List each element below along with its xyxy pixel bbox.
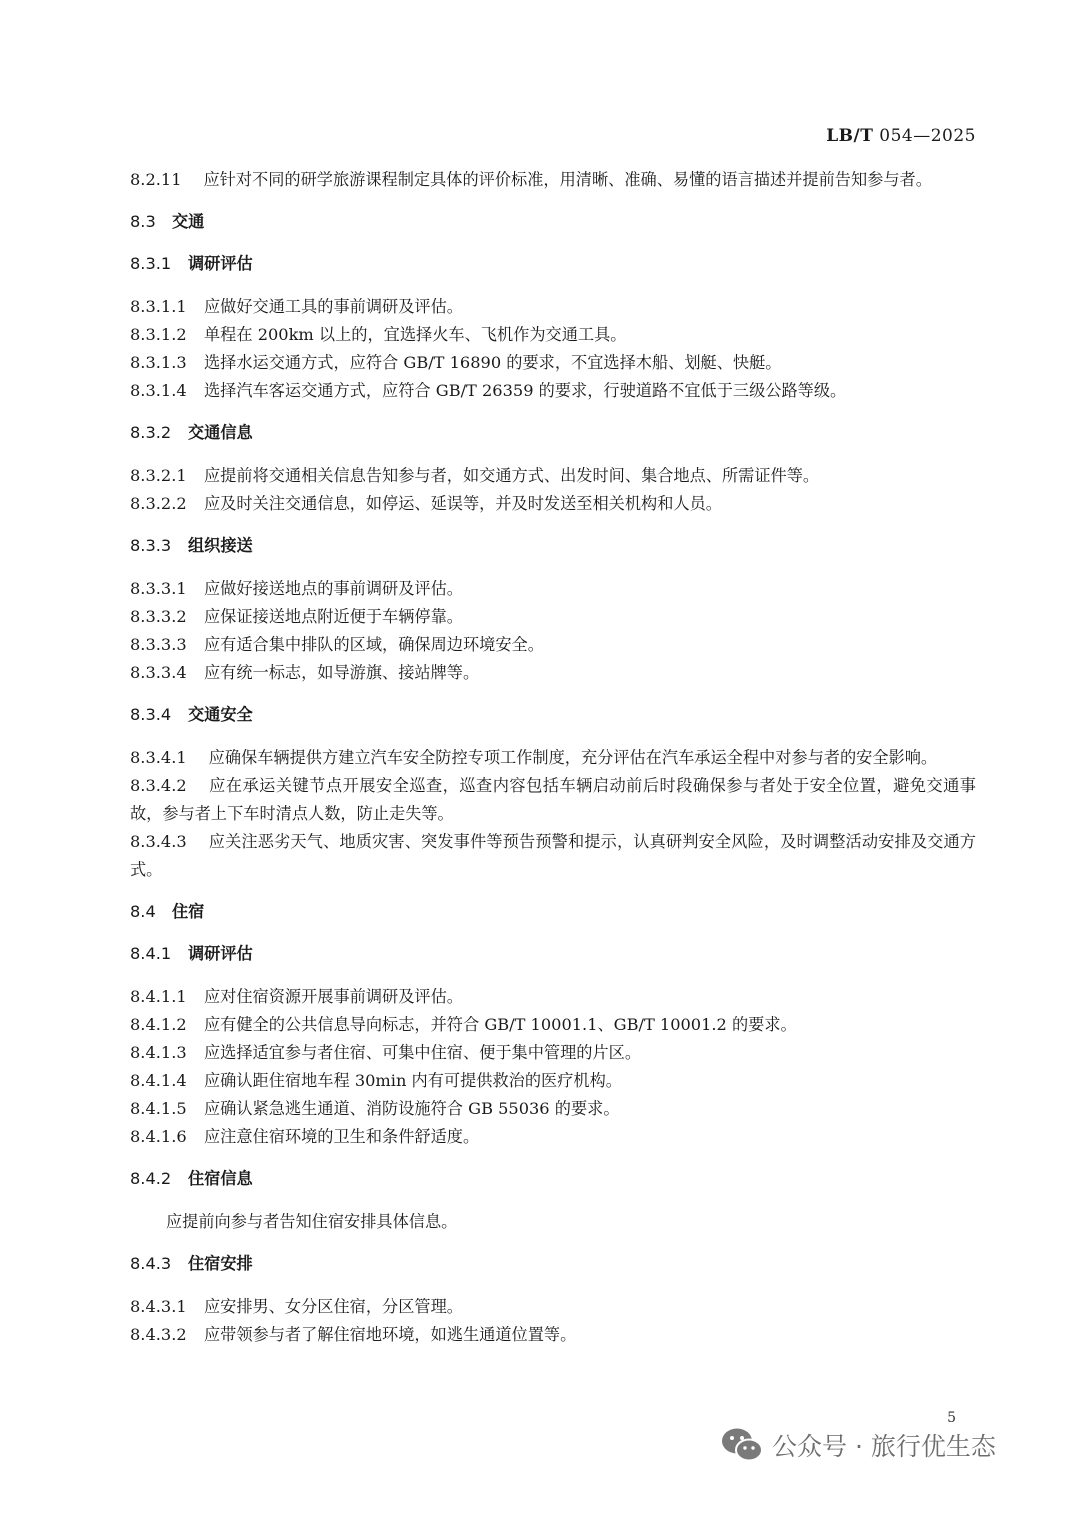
clause-number: 8.3.1.2 — [130, 325, 187, 344]
clause-text: 应选择适宜参与者住宿、可集中住宿、便于集中管理的片区。 — [204, 1043, 642, 1062]
clause-number: 8.3.3.2 — [130, 607, 187, 626]
clause-number: 8.4.1.4 — [130, 1071, 187, 1090]
subsection-heading — [130, 532, 976, 560]
spacer — [130, 1193, 976, 1208]
clause — [130, 490, 976, 518]
clause-number: 8.3.2.2 — [130, 494, 187, 513]
clause-text: 应提前将交通相关信息告知参与者，如交通方式、出发时间、集合地点、所需证件等。 — [204, 466, 820, 485]
clause-text: 应确认距住宿地车程 30min 内有可提供救治的医疗机构。 — [204, 1071, 622, 1090]
clause-number: 8.3.3.1 — [130, 579, 187, 598]
spacer — [130, 194, 976, 208]
clause — [130, 462, 976, 490]
watermark-text: 公众号 · 旅行优生态 — [772, 1432, 996, 1461]
clause-text: 应及时关注交通信息，如停运、延误等，并及时发送至相关机构和人员。 — [204, 494, 722, 513]
clause — [130, 1321, 976, 1349]
clause — [130, 1067, 976, 1095]
clause — [130, 828, 976, 884]
clause-number: 8.4.1.3 — [130, 1043, 187, 1062]
clause-number: 8.4.3 — [130, 1254, 172, 1273]
clause-number: 8.3.3.4 — [130, 663, 187, 682]
watermark — [720, 1425, 996, 1465]
clause-number: 8.3.3 — [130, 536, 172, 555]
clause — [130, 321, 976, 349]
clause-text: 应做好交通工具的事前调研及评估。 — [204, 297, 463, 316]
clause — [130, 377, 976, 405]
clause-text: 应对住宿资源开展事前调研及评估。 — [204, 987, 463, 1006]
subsection-heading — [130, 1165, 976, 1193]
clause — [130, 166, 976, 194]
clause-number: 8.3.2 — [130, 423, 172, 442]
clause — [130, 603, 976, 631]
clause-number: 8.4.1.5 — [130, 1099, 187, 1118]
clause-number: 8.3.1.1 — [130, 297, 187, 316]
spacer — [130, 405, 976, 419]
clause-text: 应有统一标志，如导游旗、接站牌等。 — [204, 663, 480, 682]
clause-text: 应关注恶劣天气、地质灾害、突发事件等预告预警和提示，认真研判安全风险，及时调整活动安排及交通方式。 — [130, 832, 976, 879]
clause-text: 应有健全的公共信息导向标志，并符合 GB/T 10001.1、GB/T 10001.2 的要求。 — [204, 1015, 797, 1034]
clause — [130, 1123, 976, 1151]
spacer — [130, 560, 976, 575]
subsection-heading — [130, 250, 976, 278]
clause — [130, 1039, 976, 1067]
clause-number: 8.2.11 — [130, 170, 182, 189]
clause-number: 8.3 — [130, 212, 156, 231]
clause-text: 交通安全 — [188, 705, 253, 724]
clause-text: 应确认紧急逃生通道、消防设施符合 GB 55036 的要求。 — [204, 1099, 620, 1118]
clause-number: 8.4.1 — [130, 944, 172, 963]
clause-text: 住宿 — [172, 902, 205, 921]
clause-text: 交通信息 — [188, 423, 253, 442]
clause-text: 住宿信息 — [188, 1169, 253, 1188]
clause — [130, 1011, 976, 1039]
clause — [130, 1293, 976, 1321]
clause-number: 8.3.2.1 — [130, 466, 187, 485]
clause-number: 8.3.4.2 — [130, 776, 187, 795]
spacer — [130, 884, 976, 898]
wechat-icon — [720, 1425, 764, 1465]
spacer — [130, 1236, 976, 1250]
clause-number: 8.3.4 — [130, 705, 172, 724]
clause-text: 应确保车辆提供方建立汽车安全防控专项工作制度，充分评估在汽车承运全程中对参与者的安全影响。 — [208, 748, 938, 767]
clause-text: 选择汽车客运交通方式，应符合 GB/T 26359 的要求，行驶道路不宜低于三级公路等级。 — [204, 381, 847, 400]
clause-number: 8.4 — [130, 902, 156, 921]
section-heading — [130, 208, 976, 236]
clause-number: 8.3.3.3 — [130, 635, 187, 654]
section-heading — [130, 898, 976, 926]
spacer — [130, 968, 976, 983]
clause-number: 8.3.1 — [130, 254, 172, 273]
spacer — [130, 1151, 976, 1165]
spacer — [130, 278, 976, 293]
standard-code — [826, 126, 976, 146]
clause-text: 应在承运关键节点开展安全巡查，巡查内容包括车辆启动前后时段确保参与者处于安全位置，避免交通事故，参与者上下车时清点人数，防止走失等。 — [130, 776, 976, 823]
spacer — [130, 518, 976, 532]
spacer — [130, 447, 976, 462]
clause-number: 8.4.2 — [130, 1169, 172, 1188]
clause — [130, 983, 976, 1011]
page-number: 5 — [947, 1410, 956, 1426]
clause — [130, 631, 976, 659]
spacer — [130, 236, 976, 250]
clause-number: 8.4.1.6 — [130, 1127, 187, 1146]
clause-text: 调研评估 — [188, 254, 253, 273]
clause-text: 选择水运交通方式，应符合 GB/T 16890 的要求，不宜选择木船、划艇、快艇。 — [204, 353, 782, 372]
document-body — [130, 166, 976, 1349]
clause-number: 8.4.3.2 — [130, 1325, 187, 1344]
spacer — [130, 687, 976, 701]
subsection-heading — [130, 701, 976, 729]
clause-text: 应做好接送地点的事前调研及评估。 — [204, 579, 463, 598]
clause-text: 应提前向参与者告知住宿安排具体信息。 — [166, 1212, 458, 1231]
paragraph — [130, 1208, 976, 1236]
clause — [130, 772, 976, 828]
clause — [130, 293, 976, 321]
clause-text: 调研评估 — [188, 944, 253, 963]
clause-text: 应安排男、女分区住宿，分区管理。 — [204, 1297, 463, 1316]
standard-code-prefix: LB/T — [826, 126, 874, 146]
clause-number: 8.4.1.2 — [130, 1015, 187, 1034]
clause-number: 8.4.3.1 — [130, 1297, 187, 1316]
spacer — [130, 926, 976, 940]
clause-text: 应注意住宿环境的卫生和条件舒适度。 — [204, 1127, 480, 1146]
clause — [130, 659, 976, 687]
standard-code-suffix: 054—2025 — [879, 126, 976, 146]
spacer — [130, 729, 976, 744]
clause — [130, 1095, 976, 1123]
clause-text: 组织接送 — [188, 536, 253, 555]
subsection-heading — [130, 419, 976, 447]
clause — [130, 575, 976, 603]
clause-number: 8.3.4.1 — [130, 748, 187, 767]
clause-number: 8.3.1.4 — [130, 381, 187, 400]
spacer — [130, 1278, 976, 1293]
clause-number: 8.4.1.1 — [130, 987, 187, 1006]
clause — [130, 744, 976, 772]
subsection-heading — [130, 1250, 976, 1278]
clause-text: 应有适合集中排队的区域，确保周边环境安全。 — [204, 635, 544, 654]
clause-text: 应针对不同的研学旅游课程制定具体的评价标准，用清晰、准确、易懂的语言描述并提前告知参与者。 — [203, 170, 932, 189]
clause-text: 住宿安排 — [188, 1254, 253, 1273]
subsection-heading — [130, 940, 976, 968]
clause-number: 8.3.4.3 — [130, 832, 187, 851]
clause-text: 应带领参与者了解住宿地环境，如逃生通道位置等。 — [204, 1325, 577, 1344]
clause — [130, 349, 976, 377]
clause-text: 交通 — [172, 212, 205, 231]
clause-text: 单程在 200km 以上的，宜选择火车、飞机作为交通工具。 — [204, 325, 627, 344]
clause-text: 应保证接送地点附近便于车辆停靠。 — [204, 607, 463, 626]
clause-number: 8.3.1.3 — [130, 353, 187, 372]
